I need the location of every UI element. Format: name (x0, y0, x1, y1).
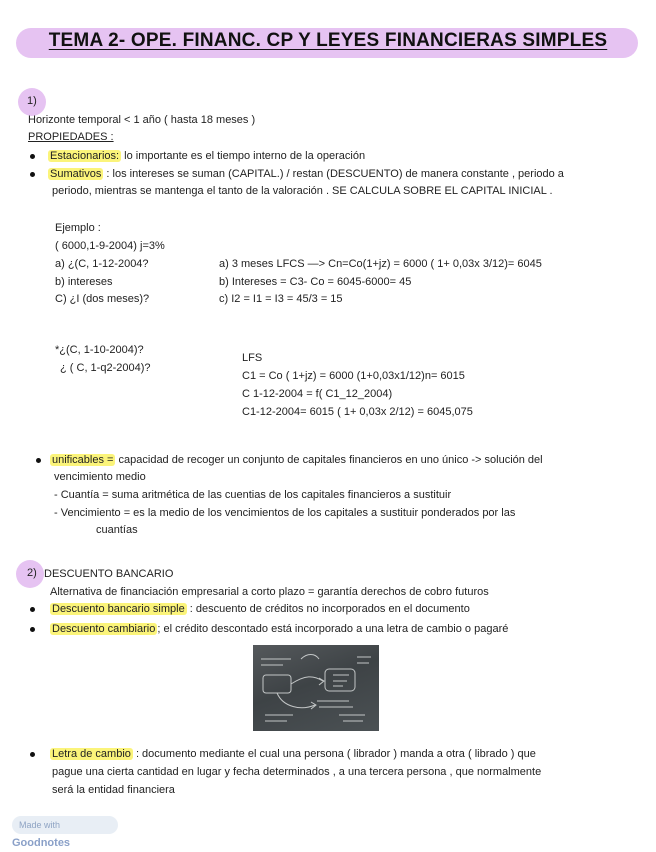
vencimiento-text: - Vencimiento = es la medio de los vencimientos de los capitales a sustituir ponderados por las (54, 507, 516, 519)
term-descuento-cambiario: Descuento cambiario (52, 623, 156, 635)
term-estacionarios: Estacionarios: (50, 150, 120, 162)
lfs-line-2: C 1-12-2004 = f( C1_12_2004) (242, 388, 393, 400)
bullet (30, 154, 35, 159)
descuento-cambiario (50, 622, 508, 636)
letra-de-cambio-text: : documento mediante el cual una persona ( librador ) manda a otra ( librado ) que (132, 748, 536, 760)
bullet (30, 172, 35, 177)
bullet (30, 607, 35, 612)
descuento-simple (50, 602, 470, 616)
term-descuento-simple: Descuento bancario simple (52, 603, 185, 615)
page-title: TEMA 2- OPE. FINANC. CP Y LEYES FINANCIERAS SIMPLES (48, 30, 608, 51)
example-answer-b: b) Intereses = C3- Co = 6045-6000= 45 (219, 276, 412, 288)
prop-sumativos-text: : los intereses se suman (CAPITAL.) / restan (DESCUENTO) de manera constante , periodo a (103, 168, 564, 180)
goodnotes-badge (12, 816, 118, 849)
example-answer-a: a) 3 meses LFCS —> Cn=Co(1+jz) = 6000 ( 1+ 0,03x 3/12)= 6045 (219, 258, 542, 270)
example-answer-c: c) I2 = I1 = I3 = 45/3 = 15 (219, 293, 343, 305)
example-question-2-2: ¿ ( C, 1-q2-2004)? (60, 362, 151, 374)
term-letra-de-cambio: Letra de cambio (52, 748, 131, 760)
section-2-heading: DESCUENTO BANCARIO (44, 568, 174, 580)
prop-unificables-text: capacidad de recoger un conjunto de capitales financieros en uno único -> solución del (115, 454, 543, 466)
prop-sumativos-text-2: periodo, mientras se mantenga el tanto de la valoración . SE CALCULA SOBRE EL CAPITAL INICIAL . (52, 185, 553, 197)
term-sumativos: Sumativos (50, 168, 102, 180)
example-question-a: a) ¿(C, 1-12-2004? (55, 258, 149, 270)
example-question-b: b) intereses (55, 276, 113, 288)
blackboard-photo (253, 645, 379, 731)
section-2-number: 2) (27, 567, 37, 579)
descuento-simple-text: : descuento de créditos no incorporados en el documento (186, 603, 470, 615)
cuantia-text: - Cuantía = suma aritmética de las cuentias de los capitales financieros a sustituir (54, 489, 452, 501)
prop-estacionarios (48, 149, 365, 163)
vencimiento-text-2: cuantías (96, 524, 138, 536)
prop-unificables (50, 453, 543, 467)
section-2-alt-text: Alternativa de financiación empresarial a corto plazo = garantía derechos de cobro futuros (50, 586, 489, 598)
example-heading: Ejemplo : (55, 222, 101, 234)
example-question-c: C) ¿I (dos meses)? (55, 293, 150, 305)
section-1-number: 1) (27, 95, 37, 107)
example-given: ( 6000,1-9-2004) j=3% (55, 240, 165, 252)
horizon-text: Horizonte temporal < 1 año ( hasta 18 meses ) (28, 114, 256, 126)
lfs-line-3: C1-12-2004= 6015 ( 1+ 0,03x 2/12) = 6045,075 (242, 406, 473, 418)
descuento-cambiario-text: ; el crédito descontado está incorporado a una letra de cambio o pagaré (157, 623, 509, 635)
bullet (30, 627, 35, 632)
lfs-line-1: C1 = Co ( 1+jz) = 6000 (1+0,03x1/12)n= 6015 (242, 370, 465, 382)
blackboard-scribbles (253, 645, 379, 731)
letra-de-cambio-text-2: pague una cierta cantidad en lugar y fecha determinados , a una tercera persona , que normalmente (52, 766, 542, 778)
prop-estacionarios-text: lo importante es el tiempo interno de la operación (121, 150, 366, 162)
badge-made-with: Made with (19, 820, 61, 830)
bullet (30, 752, 35, 757)
letra-de-cambio (50, 747, 536, 761)
term-unificables: unificables = (52, 454, 114, 466)
lfs-label: LFS (242, 352, 263, 364)
prop-sumativos (48, 167, 564, 181)
letra-de-cambio-text-3: será la entidad financiera (52, 784, 175, 796)
bullet (36, 458, 41, 463)
prop-unificables-text-2: vencimiento medio (54, 471, 146, 483)
properties-heading: PROPIEDADES : (28, 131, 114, 143)
badge-brand: Goodnotes (12, 837, 71, 849)
example-question-2-1: *¿(C, 1-10-2004)? (55, 344, 144, 356)
